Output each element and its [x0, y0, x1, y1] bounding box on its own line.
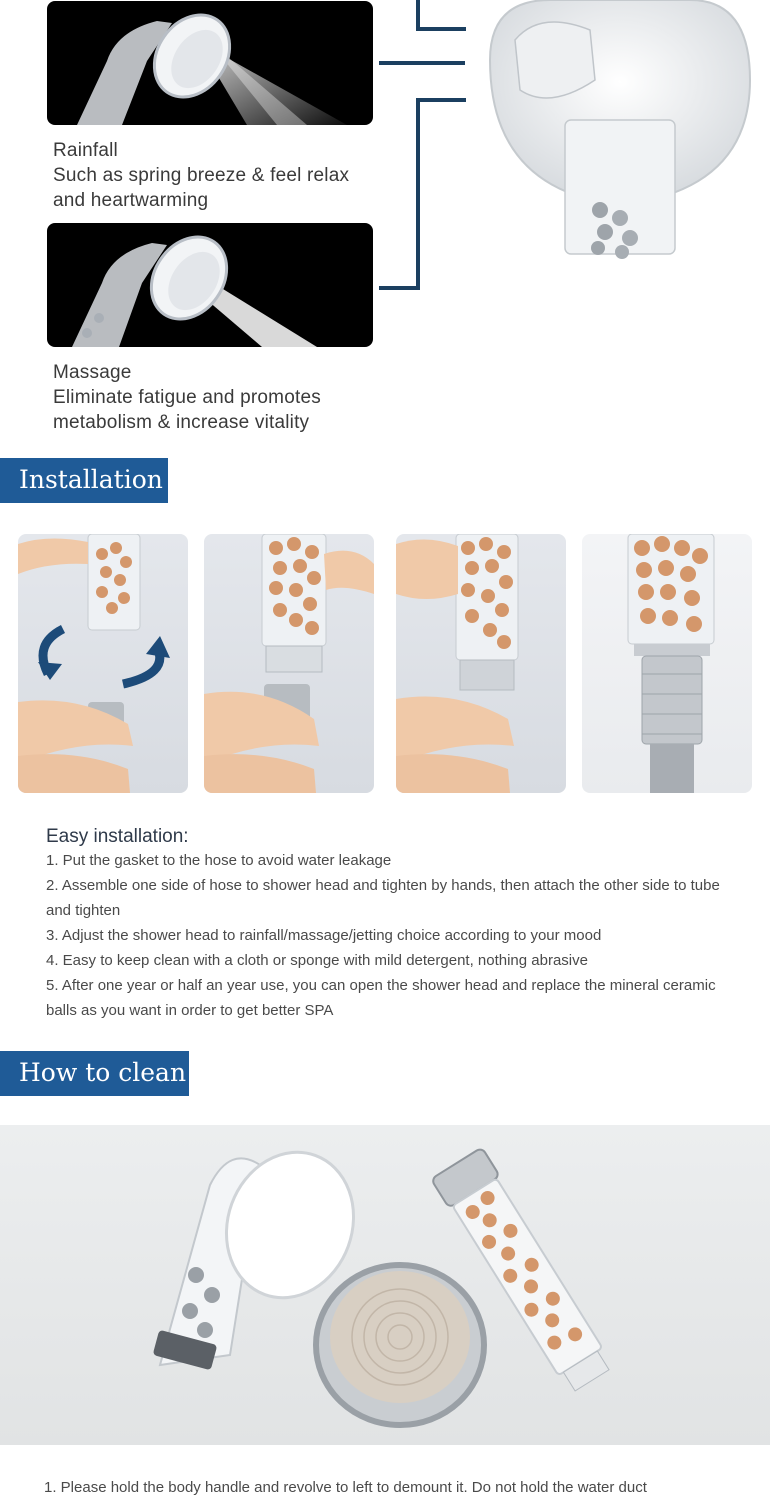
- rainfall-title: Rainfall: [53, 140, 118, 161]
- install-step-photo: [204, 534, 374, 793]
- cleaning-instruction: 1. Please hold the body handle and revolve to left to demount it. Do not hold the water duct: [44, 1479, 647, 1496]
- connector-line: [379, 286, 420, 290]
- rainfall-line-1: Such as spring breeze & feel relax: [53, 165, 350, 186]
- massage-title: Massage: [53, 362, 132, 383]
- massage-line-1: Eliminate fatigue and promotes: [53, 387, 321, 408]
- massage-shower-illustration: [47, 223, 373, 347]
- installation-step: 1. Put the gasket to the hose to avoid water leakage: [46, 852, 392, 869]
- install-step-2-illustration: [204, 534, 374, 793]
- installation-heading: Easy installation:: [46, 826, 189, 847]
- install-step-photo: [18, 534, 188, 793]
- clear-shower-head-illustration: [480, 0, 760, 260]
- connector-line: [416, 27, 466, 31]
- rainfall-line-2: and heartwarming: [53, 190, 209, 211]
- install-step-4-illustration: [582, 534, 752, 793]
- install-step-photo: [582, 534, 752, 793]
- massage-line-2: metabolism & increase vitality: [53, 412, 310, 433]
- rainfall-description: [53, 138, 349, 213]
- connector-line: [416, 98, 420, 290]
- rainfall-photo: [47, 1, 373, 125]
- connector-line: [416, 98, 466, 102]
- connector-line: [416, 0, 420, 30]
- how-to-clean-banner: How to clean: [0, 1051, 189, 1096]
- installation-banner: Installation: [0, 458, 168, 503]
- connector-line: [379, 61, 465, 65]
- disassembled-shower-illustration: [0, 1125, 770, 1445]
- disassembled-shower-photo: [0, 1125, 770, 1445]
- clear-shower-head-photo: [480, 0, 760, 260]
- installation-step: 4. Easy to keep clean with a cloth or sponge with mild detergent, nothing abrasive: [46, 952, 588, 969]
- install-step-photo: [396, 534, 566, 793]
- install-step-3-illustration: [396, 534, 566, 793]
- install-step-1-illustration: [18, 534, 188, 793]
- massage-description: [53, 360, 321, 435]
- installation-step: 2. Assemble one side of hose to shower head and tighten by hands, then attach the other side to tube and tighten: [46, 877, 720, 919]
- rainfall-shower-illustration: [47, 1, 373, 125]
- massage-photo: [47, 223, 373, 347]
- installation-step: 5. After one year or half an year use, you can open the shower head and replace the mineral ceramic balls as you want in order to get better SPA: [46, 977, 716, 1019]
- installation-step: 3. Adjust the shower head to rainfall/massage/jetting choice according to your mood: [46, 927, 602, 944]
